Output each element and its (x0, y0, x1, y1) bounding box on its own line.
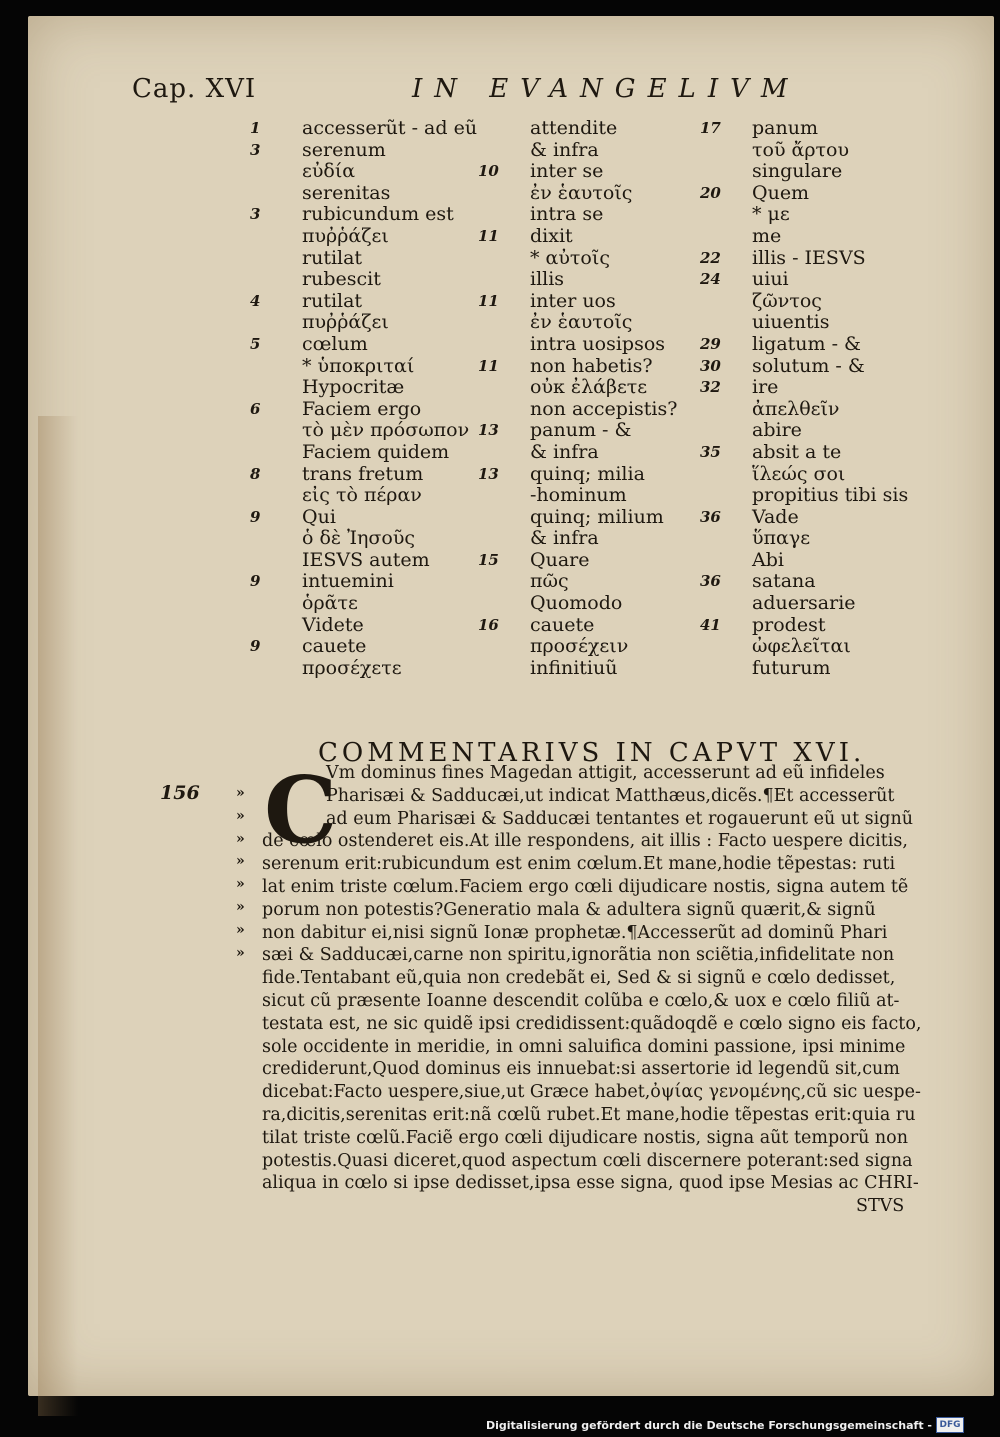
variant-line (250, 118, 490, 140)
variant-word: -hominum (530, 484, 627, 507)
verse-number: 24 (700, 270, 721, 289)
variant-line (478, 161, 698, 183)
variant-word: ligatum - & (752, 332, 861, 355)
drop-cap: C (264, 756, 338, 864)
variant-line (478, 377, 698, 399)
variant-line (478, 571, 698, 593)
variant-word: infinitiuũ (530, 656, 618, 679)
variant-column-2 (478, 118, 698, 679)
variant-word: ἐν ἑαυτοῖς (530, 311, 633, 334)
variant-line (478, 140, 698, 162)
variant-word: cauete (530, 613, 595, 636)
variant-line (478, 291, 698, 313)
variant-word: trans fretum (302, 462, 424, 485)
dfg-logo-icon: DFG (936, 1417, 964, 1433)
variant-word: attendite (530, 117, 618, 139)
verse-number: 6 (250, 399, 261, 418)
variant-line (250, 269, 490, 291)
variant-line (250, 442, 490, 464)
variant-word: intuemini (302, 570, 394, 593)
verse-number: 17 (700, 119, 721, 137)
verse-number: 9 (250, 637, 261, 656)
running-title: IN EVANGELIVM (412, 74, 800, 104)
variant-word: ὕπαγε (752, 527, 811, 550)
variant-line (478, 420, 698, 442)
variant-line (700, 507, 920, 529)
variant-word: Faciem ergo (302, 397, 422, 420)
variant-column-3 (700, 118, 920, 679)
variant-word: dixit (530, 224, 573, 247)
variant-word: serenum (302, 138, 386, 161)
chapter-header: Cap. XVI (132, 74, 257, 104)
commentary-title: COMMENTARIVS IN CAPVT XVI. (318, 738, 866, 768)
verse-number: 36 (700, 572, 721, 591)
variant-word: solutum - & (752, 354, 865, 377)
verse-number: 13 (478, 464, 499, 483)
variant-word: Quomodo (530, 592, 623, 615)
variant-word: & infra (530, 527, 599, 550)
variant-word: me (752, 224, 782, 247)
verse-number: 3 (250, 205, 261, 224)
digitization-credit (486, 1417, 964, 1433)
variant-line (250, 226, 490, 248)
variant-word: τὸ μὲν πρόσωπον (302, 419, 470, 442)
variant-line (700, 248, 920, 270)
variant-word: panum (752, 117, 818, 139)
variant-word: cœlum (302, 332, 368, 355)
variant-word: non accepistis? (530, 397, 678, 420)
variant-line (250, 658, 490, 680)
quote-mark: » (236, 785, 245, 801)
commentary-line: Pharisæi & Sadducæi,ut indicat Matthæus,dicẽs.¶Et accesserũt (326, 785, 895, 806)
variant-word: accesserũt - ad eũ (302, 117, 478, 139)
variant-word: ζῶντος (752, 289, 822, 312)
variant-word: intra uosipsos (530, 332, 666, 355)
verse-number: 20 (700, 183, 721, 202)
commentary-line: de cœlo ostenderet eis.At ille respondens, ait illis : Facto uespere dicitis, (262, 831, 908, 852)
variant-word: inter se (530, 160, 604, 183)
variant-word: τοῦ ἄρτου (752, 138, 850, 161)
quote-mark: » (236, 807, 245, 824)
variant-word: & infra (530, 138, 599, 161)
commentary-line: sæi & Sadducæi,carne non spiritu,ignorãtia non sciẽtia,infidelitate non (262, 945, 895, 966)
commentary-line: ad eum Pharisæi & Sadducæi tentantes et rogauerunt eũ ut signũ (326, 808, 913, 829)
variant-word: intra se (530, 203, 604, 226)
variant-line (250, 593, 490, 615)
variant-line (700, 550, 920, 572)
variant-line (478, 464, 698, 486)
commentary-line: potestis.Quasi diceret,quod aspectum cœli discernere poterant:sed signa (262, 1150, 913, 1171)
variant-word: πῶς (530, 570, 569, 593)
variant-line (250, 377, 490, 399)
verse-number: 11 (478, 226, 499, 245)
quote-mark: » (236, 853, 245, 870)
verse-number: 10 (478, 162, 499, 181)
commentary-line: ra,dicitis,serenitas erit:nã cœlũ rubet.Et mane,hodie tẽpestas erit:quia ru (262, 1104, 916, 1125)
verse-number: 15 (478, 550, 499, 569)
variant-word: & infra (530, 440, 599, 463)
variant-word: rutilat (302, 289, 363, 312)
variant-word: illis - IESVS (752, 246, 866, 269)
variant-line (700, 485, 920, 507)
variant-word: * αὐτοῖς (530, 246, 610, 269)
verse-number: 1 (250, 119, 261, 137)
variant-line (700, 464, 920, 486)
variant-line (478, 248, 698, 270)
variant-word: οὐκ ἐλάβετε (530, 376, 648, 399)
variant-word: panum - & (530, 419, 632, 442)
variant-line (250, 615, 490, 637)
verse-number: 32 (700, 378, 721, 397)
quotation-margin-marks (236, 782, 245, 964)
variant-word: rubicundum est (302, 203, 454, 226)
variant-word: Hypocritæ (302, 376, 405, 399)
verse-number: 41 (700, 615, 721, 634)
variant-word: ire (752, 376, 779, 399)
variant-word: serenitas (302, 181, 391, 204)
commentary-line: dicebat:Facto uespere,siue,ut Græce habet,ὀψίας γενομένης,cũ sic uespe- (262, 1082, 921, 1103)
variant-line (478, 226, 698, 248)
quote-mark: » (236, 876, 245, 893)
variant-line (478, 334, 698, 356)
verse-number: 9 (250, 572, 261, 591)
variant-line (700, 183, 920, 205)
variant-line (700, 399, 920, 421)
quote-mark: » (236, 898, 245, 915)
variant-line (700, 377, 920, 399)
commentary-line: crediderunt,Quod dominus eis innuebat:si assertorie id legendũ sit,cum (262, 1059, 900, 1080)
variant-line (250, 183, 490, 205)
variant-line (250, 464, 490, 486)
variant-line (478, 399, 698, 421)
variant-line (250, 507, 490, 529)
variant-word: satana (752, 570, 816, 593)
commentary-body (262, 756, 940, 1218)
variant-line (478, 593, 698, 615)
variant-line (478, 312, 698, 334)
variant-word: absit a te (752, 440, 842, 463)
commentary-line: sole occidente in meridie, in omni saluifica domini passione, ipsi minime (262, 1036, 906, 1057)
variant-word: abire (752, 419, 802, 442)
quote-mark: » (236, 830, 245, 847)
variant-line (478, 485, 698, 507)
variant-word: ἵλεώς σοι (752, 462, 846, 485)
variant-word: singulare (752, 160, 843, 183)
variant-line (250, 485, 490, 507)
variant-word: ὁρᾶτε (302, 592, 358, 615)
quote-mark: » (236, 944, 245, 961)
variant-word: Qui (302, 505, 336, 528)
verse-number: 11 (478, 291, 499, 310)
page-number: 156 (160, 782, 200, 804)
verse-number: 29 (700, 334, 721, 353)
verse-number: 35 (700, 442, 721, 461)
variant-line (700, 442, 920, 464)
commentary-line: serenum erit:rubicundum est enim cœlum.Et mane,hodie tẽpestas: ruti (262, 854, 896, 875)
variant-word: προσέχετε (302, 656, 402, 679)
variant-word: rubescit (302, 268, 381, 291)
verse-number: 16 (478, 615, 499, 634)
variant-word: Vade (752, 505, 799, 528)
variant-line (700, 636, 920, 658)
variant-line (478, 269, 698, 291)
variant-line (700, 118, 920, 140)
variant-word: προσέχειν (530, 635, 629, 658)
variant-word: IESVS autem (302, 548, 430, 571)
variant-line (478, 356, 698, 378)
variant-line (700, 593, 920, 615)
page-stain (38, 416, 78, 1416)
variant-line (250, 356, 490, 378)
variant-line (478, 204, 698, 226)
commentary-line: fide.Tentabant eũ,quia non credebãt ei, Sed & si signũ e cœlo dedisset, (262, 968, 896, 989)
variant-line (700, 312, 920, 334)
variant-line (250, 420, 490, 442)
commentary-line: porum non potestis?Generatio mala & adultera signũ quærit,& signũ (262, 899, 876, 920)
variant-line (478, 550, 698, 572)
variant-line (478, 615, 698, 637)
variant-line (700, 140, 920, 162)
variant-word: illis (530, 268, 565, 291)
variant-word: εἰς τὸ πέραν (302, 484, 422, 507)
variant-line (250, 312, 490, 334)
variant-line (700, 291, 920, 313)
variant-column-1 (250, 118, 490, 679)
variant-word: Quare (530, 548, 590, 571)
commentary-line: STVS (856, 1196, 905, 1217)
variant-word: uiuentis (752, 311, 830, 334)
variant-line (700, 615, 920, 637)
commentary-line: tilat triste cœlũ.Faciẽ ergo cœli dijudicare nostis, signa aũt temporũ non (262, 1127, 908, 1148)
variant-line (700, 161, 920, 183)
verse-number: 22 (700, 248, 721, 267)
variant-word: quinq; milia (530, 462, 645, 485)
variant-word: Faciem quidem (302, 440, 450, 463)
variant-line (250, 161, 490, 183)
variant-line (250, 204, 490, 226)
variant-word: πυῤῥάζει (302, 311, 389, 334)
variant-word: cauete (302, 635, 367, 658)
variant-word: inter uos (530, 289, 616, 312)
variant-word: aduersarie (752, 592, 856, 615)
variant-word: uiui (752, 268, 789, 291)
variant-line (478, 118, 698, 140)
variant-line (700, 269, 920, 291)
variant-line (250, 399, 490, 421)
verse-number: 4 (250, 291, 261, 310)
variant-line (250, 636, 490, 658)
variant-line (478, 658, 698, 680)
variant-line (250, 291, 490, 313)
variant-line (478, 442, 698, 464)
variant-word: Videte (302, 613, 364, 636)
variant-line (250, 571, 490, 593)
variant-word: * με (752, 203, 790, 226)
variant-word: ὠφελεῖται (752, 635, 851, 658)
variant-word: prodest (752, 613, 826, 636)
quote-mark: » (236, 921, 245, 938)
variant-word: propitius tibi sis (752, 484, 909, 507)
variant-line (700, 571, 920, 593)
verse-number: 9 (250, 507, 261, 526)
variant-line (700, 420, 920, 442)
variant-word: πυῤῥάζει (302, 224, 389, 247)
commentary-line: lat enim triste cœlum.Faciem ergo cœli dijudicare nostis, signa autem tẽ (262, 876, 909, 897)
variant-word: Abi (752, 548, 784, 571)
variant-word: non habetis? (530, 354, 653, 377)
variant-word: εὐδία (302, 160, 356, 183)
variant-line (700, 226, 920, 248)
variant-line (700, 356, 920, 378)
variant-line (700, 658, 920, 680)
commentary-line: Vm dominus fines Magedan attigit, accesserunt ad eũ infideles (326, 763, 885, 783)
variant-line (478, 183, 698, 205)
variant-word: ὁ δὲ Ἰησοῦς (302, 527, 416, 550)
verse-number: 30 (700, 356, 721, 375)
verse-number: 3 (250, 140, 261, 159)
variant-line (478, 636, 698, 658)
verse-number: 5 (250, 334, 261, 353)
variant-word: Quem (752, 181, 810, 204)
commentary-line: sicut cũ præsente Ioanne descendit colũba e cœlo,& uox e cœlo filiũ at- (262, 990, 900, 1011)
variant-line (250, 334, 490, 356)
verse-number: 13 (478, 421, 499, 440)
credit-text: Digitalisierung gefördert durch die Deutsche Forschungsgemeinschaft - (485, 1418, 932, 1432)
verse-number: 36 (700, 507, 721, 526)
variant-line (250, 248, 490, 270)
variant-line (700, 528, 920, 550)
variant-line (250, 528, 490, 550)
variant-line (250, 140, 490, 162)
variant-word: quinq; milium (530, 505, 664, 528)
variant-word: ἀπελθεῖν (752, 397, 840, 420)
commentary-line: non dabitur ei,nisi signũ Ionæ prophetæ.¶Accesserũt ad dominũ Phari (262, 922, 888, 943)
verse-number: 11 (478, 356, 499, 375)
variant-word: rutilat (302, 246, 363, 269)
variant-word: futurum (752, 656, 831, 679)
variant-line (700, 204, 920, 226)
variant-line (478, 528, 698, 550)
variant-line (478, 507, 698, 529)
variant-word: * ὑποκριταί (302, 354, 415, 377)
variant-line (700, 334, 920, 356)
variant-line (250, 550, 490, 572)
commentary-line: aliqua in cœlo si ipse dedisset,ipsa esse signa, quod ipse Mesias ac CHRI- (262, 1173, 919, 1194)
verse-number: 8 (250, 464, 261, 483)
commentary-line: testata est, ne sic quidẽ ipsi credidissent:quãdoqdẽ e cœlo signo eis facto, (262, 1013, 922, 1034)
variant-word: ἐν ἑαυτοῖς (530, 181, 633, 204)
